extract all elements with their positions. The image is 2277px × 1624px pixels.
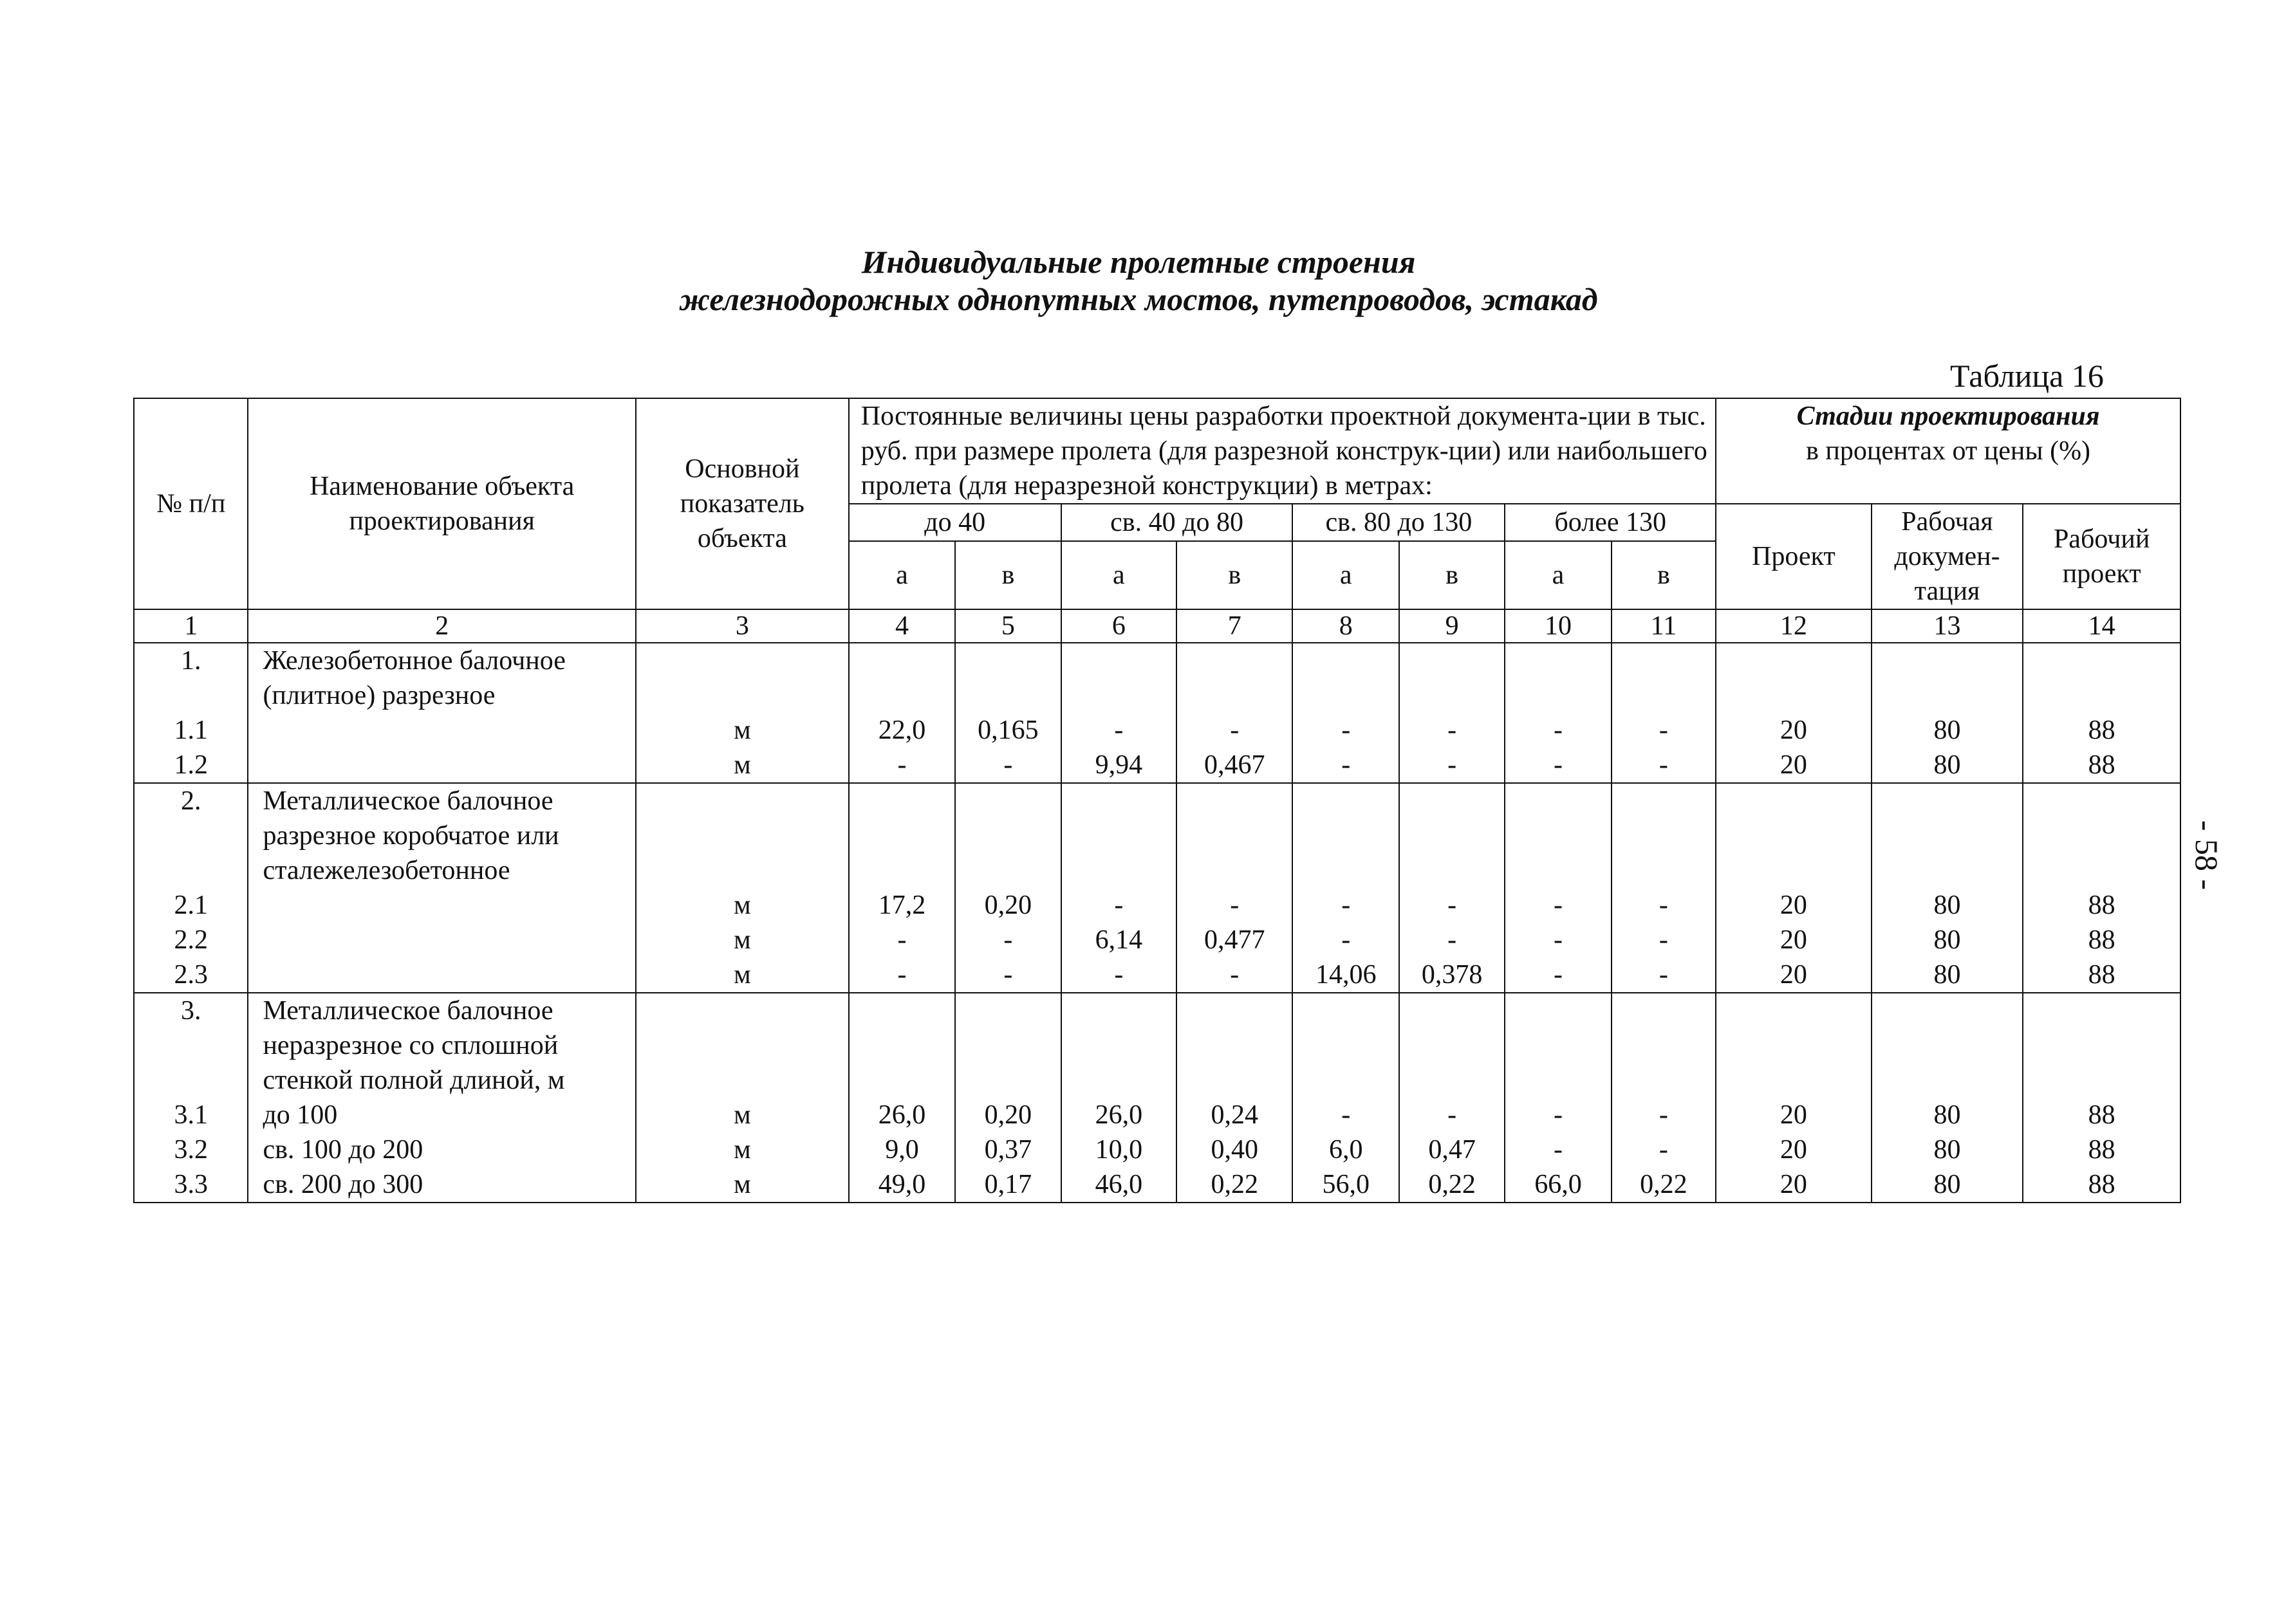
blank-cell: [1872, 853, 2023, 888]
row-name: св. 200 до 300: [248, 1167, 636, 1203]
price-value: -: [849, 957, 955, 993]
stages-subtitle: в процентах от цены (%): [1806, 436, 2091, 466]
row-number: 2.2: [134, 923, 248, 957]
row-name: [248, 713, 636, 748]
row-unit: м: [636, 1132, 849, 1167]
blank-cell: [1612, 993, 1716, 1028]
sub-b-3: в: [1399, 541, 1505, 609]
blank-cell: [1061, 678, 1176, 713]
blank-cell: [849, 1028, 955, 1063]
table-row: [134, 1132, 2180, 1167]
table-row: [134, 957, 2180, 993]
blank-cell: [955, 783, 1061, 818]
header-indicator: Основной показатель объекта: [636, 398, 849, 609]
blank-cell: [1716, 818, 1872, 853]
price-value: 0,378: [1399, 957, 1505, 993]
blank-cell: [1505, 853, 1611, 888]
blank-cell: [636, 643, 849, 678]
price-value: 22,0: [849, 713, 955, 748]
row-number: 2.1: [134, 888, 248, 923]
blank-cell: [1716, 853, 1872, 888]
blank-cell: [636, 1028, 849, 1063]
price-value: -: [1612, 713, 1716, 748]
group-header-row: [134, 853, 2180, 888]
price-value: 0,477: [1176, 923, 1292, 957]
stage-percent: 88: [2023, 748, 2180, 783]
blank-cell: [955, 678, 1061, 713]
blank-cell: [955, 993, 1061, 1028]
row-name: св. 100 до 200: [248, 1132, 636, 1167]
price-value: -: [1612, 957, 1716, 993]
blank-cell: [2023, 818, 2180, 853]
group-header-row: [134, 1063, 2180, 1098]
price-value: -: [1399, 923, 1505, 957]
row-number: 1.2: [134, 748, 248, 783]
span-header-2: св. 40 до 80: [1061, 504, 1293, 541]
blank-cell: [955, 818, 1061, 853]
row-unit: м: [636, 748, 849, 783]
price-value: 17,2: [849, 888, 955, 923]
blank-cell: [1505, 993, 1611, 1028]
price-value: -: [1176, 713, 1292, 748]
stage-percent: 20: [1716, 713, 1872, 748]
stage-percent: 20: [1716, 1098, 1872, 1132]
group-number: [134, 678, 248, 713]
blank-cell: [1292, 853, 1399, 888]
column-numbers-row: [134, 609, 2180, 643]
blank-cell: [1176, 643, 1292, 678]
blank-cell: [2023, 1063, 2180, 1098]
blank-cell: [849, 783, 955, 818]
column-number: 11: [1612, 609, 1716, 643]
price-value: -: [1292, 1098, 1399, 1132]
table-row: [134, 1167, 2180, 1203]
price-value: 0,165: [955, 713, 1061, 748]
stage-percent: 88: [2023, 923, 2180, 957]
group-header-row: [134, 993, 2180, 1028]
row-number: 3.1: [134, 1098, 248, 1132]
price-value: -: [955, 923, 1061, 957]
group-name-line: неразрезное со сплошной: [248, 1028, 636, 1063]
price-value: -: [1505, 923, 1611, 957]
blank-cell: [1716, 678, 1872, 713]
price-value: -: [1505, 1098, 1611, 1132]
group-name-line: (плитное) разрезное: [248, 678, 636, 713]
column-number: 13: [1872, 609, 2023, 643]
group-name-line: стенкой полной длиной, м: [248, 1063, 636, 1098]
price-value: -: [1505, 888, 1611, 923]
header-no: № п/п: [134, 398, 248, 609]
group-number: 2.: [134, 783, 248, 818]
price-value: 0,20: [955, 888, 1061, 923]
blank-cell: [955, 643, 1061, 678]
price-value: 0,20: [955, 1098, 1061, 1132]
price-value: 49,0: [849, 1167, 955, 1203]
blank-cell: [1061, 1028, 1176, 1063]
group-header-row: [134, 643, 2180, 678]
blank-cell: [1872, 643, 2023, 678]
price-value: -: [955, 748, 1061, 783]
blank-cell: [1505, 678, 1611, 713]
price-value: 9,0: [849, 1132, 955, 1167]
column-number: 3: [636, 609, 849, 643]
sub-b-1: в: [955, 541, 1061, 609]
blank-cell: [1061, 1063, 1176, 1098]
blank-cell: [849, 853, 955, 888]
column-number: 8: [1292, 609, 1399, 643]
sub-a-3: а: [1292, 541, 1399, 609]
blank-cell: [955, 1063, 1061, 1098]
group-number: [134, 818, 248, 853]
blank-cell: [1292, 643, 1399, 678]
price-value: 0,17: [955, 1167, 1061, 1203]
row-name: [248, 748, 636, 783]
column-number: 9: [1399, 609, 1505, 643]
group-header-row: [134, 1028, 2180, 1063]
price-value: -: [1061, 888, 1176, 923]
blank-cell: [2023, 678, 2180, 713]
column-number: 12: [1716, 609, 1872, 643]
blank-cell: [849, 1063, 955, 1098]
stage-percent: 80: [1872, 1098, 2023, 1132]
blank-cell: [1176, 818, 1292, 853]
group-number: [134, 1063, 248, 1098]
sub-a-1: а: [849, 541, 955, 609]
blank-cell: [1612, 1028, 1716, 1063]
column-number: 14: [2023, 609, 2180, 643]
blank-cell: [1716, 1063, 1872, 1098]
sub-b-2: в: [1176, 541, 1292, 609]
header-name: Наименование объекта проектирования: [248, 398, 636, 609]
stage-percent: 20: [1716, 888, 1872, 923]
price-value: -: [1292, 888, 1399, 923]
stage-percent: 80: [1872, 1132, 2023, 1167]
blank-cell: [849, 678, 955, 713]
group-number: [134, 1028, 248, 1063]
blank-cell: [1292, 1063, 1399, 1098]
row-name: [248, 923, 636, 957]
stage-percent: 20: [1716, 923, 1872, 957]
stage-percent: 20: [1716, 748, 1872, 783]
blank-cell: [955, 853, 1061, 888]
header-prices: Постоянные величины цены разработки проектной документа-ции в тыс. руб. при размере пролета (для разрезной конструк-ции) или наибольшего пролета (для неразрезной конструкции) в метрах:: [849, 398, 1716, 504]
blank-cell: [2023, 643, 2180, 678]
price-value: -: [1505, 1132, 1611, 1167]
stage-percent: 80: [1872, 888, 2023, 923]
table-label: Таблица 16: [1950, 358, 2104, 394]
blank-cell: [1872, 1063, 2023, 1098]
blank-cell: [2023, 993, 2180, 1028]
blank-cell: [1612, 818, 1716, 853]
row-name: [248, 888, 636, 923]
stages-title: Стадии проектирования: [1796, 401, 2100, 431]
group-number: 3.: [134, 993, 248, 1028]
blank-cell: [636, 678, 849, 713]
price-value: -: [1292, 923, 1399, 957]
price-value: 26,0: [1061, 1098, 1176, 1132]
blank-cell: [1176, 783, 1292, 818]
blank-cell: [636, 993, 849, 1028]
blank-cell: [636, 1063, 849, 1098]
column-number: 10: [1505, 609, 1611, 643]
row-name: [248, 957, 636, 993]
blank-cell: [849, 643, 955, 678]
row-number: 2.3: [134, 957, 248, 993]
price-value: 14,06: [1292, 957, 1399, 993]
price-value: -: [1399, 1098, 1505, 1132]
price-value: 0,47: [1399, 1132, 1505, 1167]
stage-percent: 20: [1716, 1167, 1872, 1203]
blank-cell: [1716, 1028, 1872, 1063]
price-value: -: [1292, 713, 1399, 748]
row-unit: м: [636, 923, 849, 957]
sub-a-4: а: [1505, 541, 1611, 609]
price-table: [133, 398, 2181, 1203]
column-number: 6: [1061, 609, 1176, 643]
blank-cell: [1505, 818, 1611, 853]
title-line-2: железнодорожных однопутных мостов, путепроводов, эстакад: [679, 281, 1598, 317]
group-header-row: [134, 818, 2180, 853]
price-value: 56,0: [1292, 1167, 1399, 1203]
price-value: -: [1061, 713, 1176, 748]
stage-percent: 20: [1716, 957, 1872, 993]
blank-cell: [955, 1028, 1061, 1063]
row-number: 3.2: [134, 1132, 248, 1167]
blank-cell: [1399, 783, 1505, 818]
blank-cell: [1399, 818, 1505, 853]
price-value: -: [1061, 957, 1176, 993]
blank-cell: [1612, 678, 1716, 713]
stage-percent: 80: [1872, 923, 2023, 957]
stage-percent: 88: [2023, 1132, 2180, 1167]
price-value: -: [1505, 748, 1611, 783]
blank-cell: [636, 783, 849, 818]
price-value: 0,40: [1176, 1132, 1292, 1167]
table-row: [134, 1098, 2180, 1132]
stage-percent: 88: [2023, 1167, 2180, 1203]
blank-cell: [1505, 1063, 1611, 1098]
header-stages: [1716, 398, 2180, 504]
stage-percent: 80: [1872, 748, 2023, 783]
sub-b-4: в: [1612, 541, 1716, 609]
blank-cell: [1872, 818, 2023, 853]
blank-cell: [2023, 783, 2180, 818]
price-value: 66,0: [1505, 1167, 1611, 1203]
document-title: [0, 243, 2277, 318]
row-unit: м: [636, 888, 849, 923]
blank-cell: [1292, 993, 1399, 1028]
price-value: 0,22: [1176, 1167, 1292, 1203]
group-name-line: разрезное коробчатое или: [248, 818, 636, 853]
price-value: 46,0: [1061, 1167, 1176, 1203]
table-row: [134, 923, 2180, 957]
price-value: -: [1399, 748, 1505, 783]
price-value: 0,22: [1399, 1167, 1505, 1203]
blank-cell: [1612, 643, 1716, 678]
row-number: 1.1: [134, 713, 248, 748]
price-value: -: [1612, 748, 1716, 783]
blank-cell: [1399, 993, 1505, 1028]
stage-percent: 88: [2023, 1098, 2180, 1132]
blank-cell: [1292, 818, 1399, 853]
blank-cell: [1399, 643, 1505, 678]
stage-project: Проект: [1716, 504, 1872, 609]
title-line-1: Индивидуальные пролетные строения: [861, 244, 1416, 280]
sub-a-2: а: [1061, 541, 1176, 609]
group-name-line: Железобетонное балочное: [248, 643, 636, 678]
blank-cell: [1872, 783, 2023, 818]
table-row: [134, 748, 2180, 783]
stage-percent: 80: [1872, 713, 2023, 748]
price-value: 0,467: [1176, 748, 1292, 783]
blank-cell: [1399, 1063, 1505, 1098]
blank-cell: [1176, 853, 1292, 888]
row-number: 3.3: [134, 1167, 248, 1203]
blank-cell: [2023, 1028, 2180, 1063]
blank-cell: [1061, 853, 1176, 888]
blank-cell: [1612, 853, 1716, 888]
page-number: - 58 -: [2189, 820, 2226, 890]
group-name-line: Металлическое балочное: [248, 783, 636, 818]
blank-cell: [1292, 678, 1399, 713]
price-value: -: [1399, 713, 1505, 748]
price-value: -: [1612, 923, 1716, 957]
blank-cell: [1716, 643, 1872, 678]
price-value: -: [1612, 1132, 1716, 1167]
blank-cell: [1061, 643, 1176, 678]
blank-cell: [849, 818, 955, 853]
blank-cell: [1872, 1028, 2023, 1063]
price-value: -: [1505, 713, 1611, 748]
blank-cell: [1399, 678, 1505, 713]
blank-cell: [1505, 783, 1611, 818]
blank-cell: [1399, 853, 1505, 888]
stage-workproject: Рабочий проект: [2023, 504, 2180, 609]
price-value: -: [955, 957, 1061, 993]
stage-percent: 20: [1716, 1132, 1872, 1167]
price-value: 6,14: [1061, 923, 1176, 957]
stage-percent: 80: [1872, 1167, 2023, 1203]
blank-cell: [1716, 783, 1872, 818]
price-value: -: [1292, 748, 1399, 783]
stage-percent: 80: [1872, 957, 2023, 993]
blank-cell: [1176, 1028, 1292, 1063]
group-name-line: сталежелезобетонное: [248, 853, 636, 888]
price-value: -: [1612, 888, 1716, 923]
column-number: 7: [1176, 609, 1292, 643]
row-unit: м: [636, 1098, 849, 1132]
blank-cell: [1612, 783, 1716, 818]
blank-cell: [1176, 678, 1292, 713]
blank-cell: [1716, 993, 1872, 1028]
price-value: -: [1612, 1098, 1716, 1132]
table-row: [134, 713, 2180, 748]
price-value: -: [1505, 957, 1611, 993]
group-header-row: [134, 678, 2180, 713]
blank-cell: [1061, 783, 1176, 818]
blank-cell: [636, 818, 849, 853]
price-value: 9,94: [1061, 748, 1176, 783]
price-value: -: [849, 748, 955, 783]
blank-cell: [1872, 993, 2023, 1028]
row-unit: м: [636, 957, 849, 993]
price-value: 0,37: [955, 1132, 1061, 1167]
price-value: -: [1399, 888, 1505, 923]
row-name: до 100: [248, 1098, 636, 1132]
row-unit: м: [636, 713, 849, 748]
column-number: 1: [134, 609, 248, 643]
blank-cell: [1399, 1028, 1505, 1063]
price-value: -: [1176, 888, 1292, 923]
stage-percent: 88: [2023, 888, 2180, 923]
price-value: 26,0: [849, 1098, 955, 1132]
group-number: 1.: [134, 643, 248, 678]
span-header-4: более 130: [1505, 504, 1716, 541]
blank-cell: [1505, 1028, 1611, 1063]
blank-cell: [1872, 678, 2023, 713]
price-value: 0,22: [1612, 1167, 1716, 1203]
blank-cell: [1061, 818, 1176, 853]
stage-percent: 88: [2023, 713, 2180, 748]
group-name-line: Металлическое балочное: [248, 993, 636, 1028]
price-value: -: [1176, 957, 1292, 993]
blank-cell: [1612, 1063, 1716, 1098]
column-number: 2: [248, 609, 636, 643]
blank-cell: [636, 853, 849, 888]
group-number: [134, 853, 248, 888]
stage-percent: 88: [2023, 957, 2180, 993]
blank-cell: [2023, 853, 2180, 888]
column-number: 4: [849, 609, 955, 643]
price-value: 0,24: [1176, 1098, 1292, 1132]
blank-cell: [1292, 783, 1399, 818]
price-value: -: [849, 923, 955, 957]
row-unit: м: [636, 1167, 849, 1203]
price-value: 6,0: [1292, 1132, 1399, 1167]
span-header-1: до 40: [849, 504, 1061, 541]
group-header-row: [134, 783, 2180, 818]
blank-cell: [849, 993, 955, 1028]
column-number: 5: [955, 609, 1061, 643]
blank-cell: [1505, 643, 1611, 678]
blank-cell: [1176, 993, 1292, 1028]
table-row: [134, 888, 2180, 923]
blank-cell: [1176, 1063, 1292, 1098]
span-header-3: св. 80 до 130: [1292, 504, 1505, 541]
blank-cell: [1292, 1028, 1399, 1063]
blank-cell: [1061, 993, 1176, 1028]
stage-workdoc: Рабочая докумен-тация: [1872, 504, 2023, 609]
price-value: 10,0: [1061, 1132, 1176, 1167]
